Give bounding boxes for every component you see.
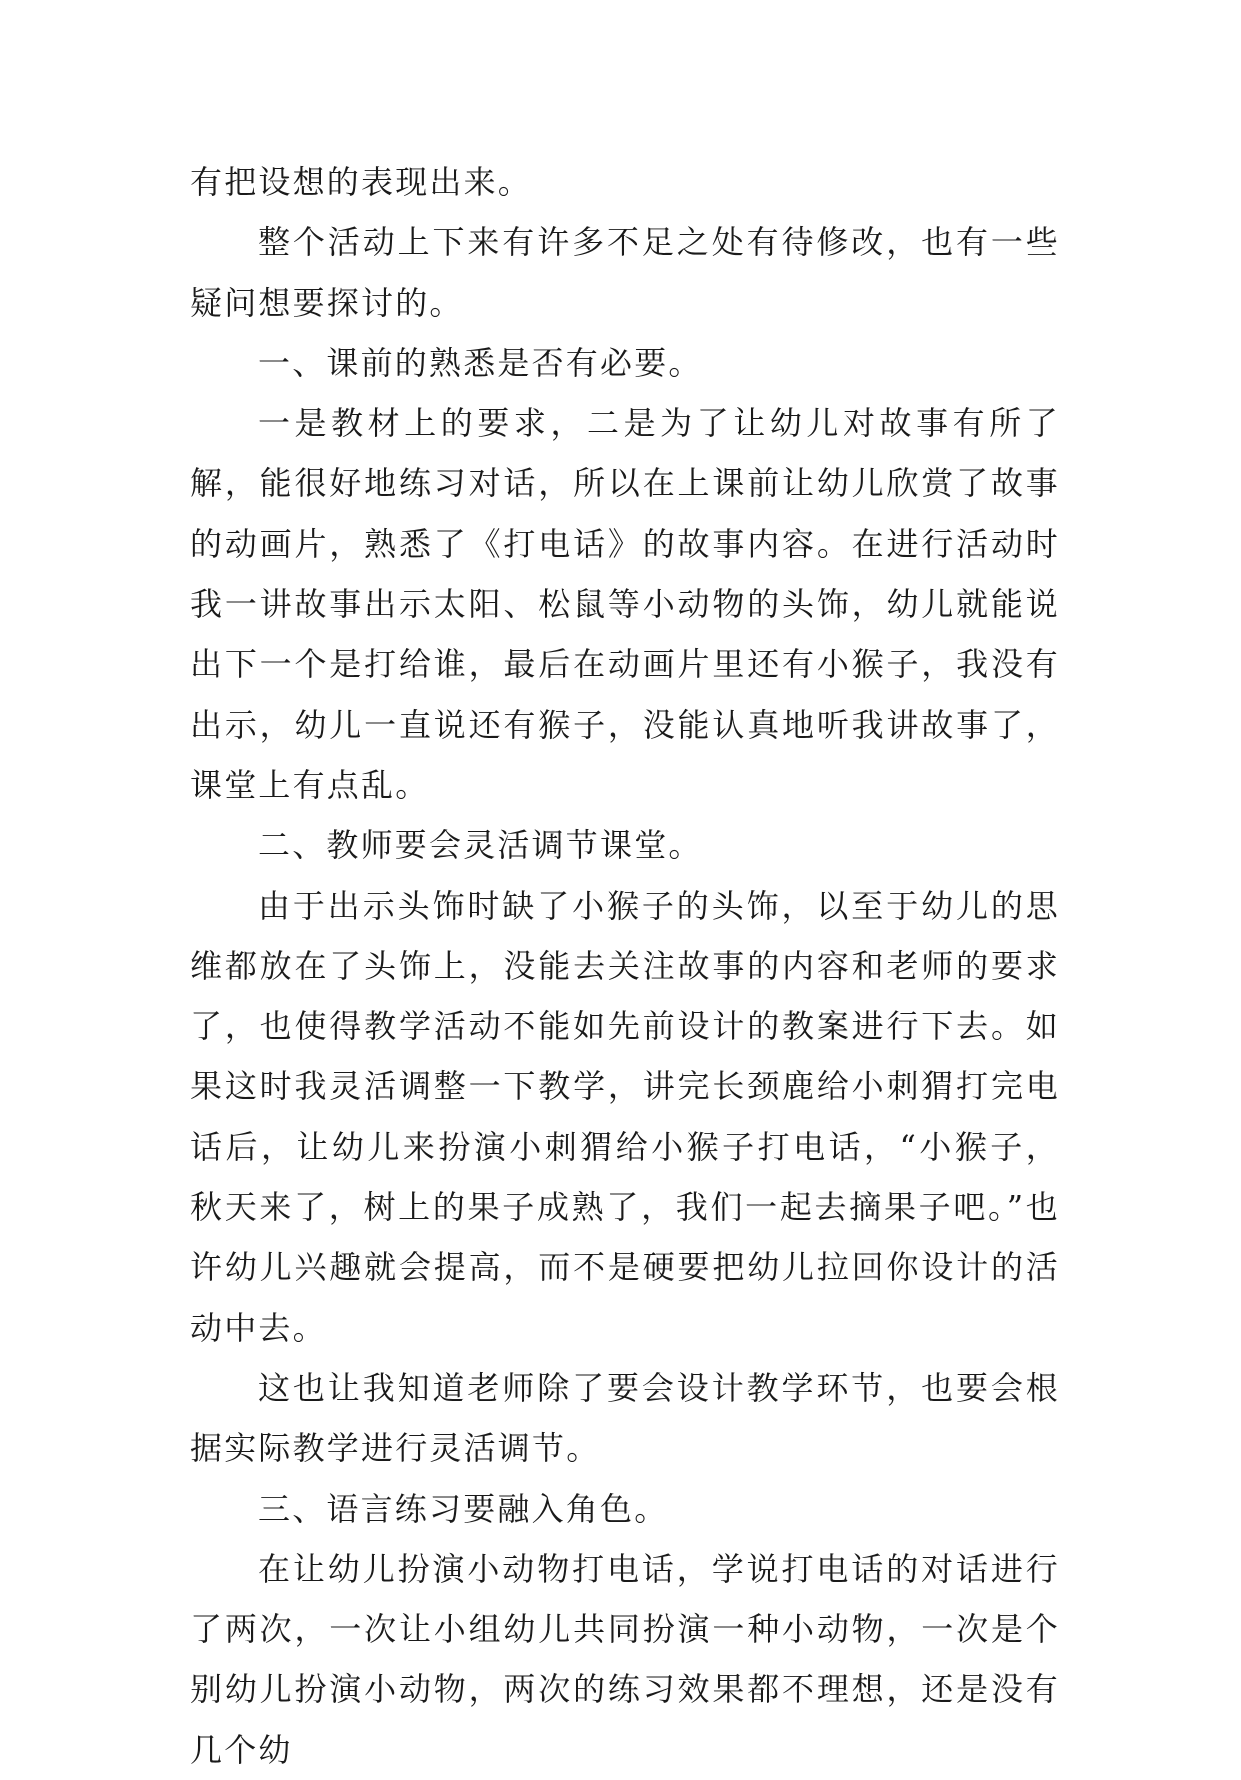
document-body	[190, 152, 1060, 1780]
paragraph: 一是教材上的要求，二是为了让幼儿对故事有所了解，能很好地练习对话，所以在上课前让幼儿欣赏了故事的动画片，熟悉了《打电话》的故事内容。在进行活动时我一讲故事出示太阳、松鼠等小动物的头饰，幼儿就能说出下一个是打给谁，最后在动画片里还有小猴子，我没有出示，幼儿一直说还有猴子，没能认真地听我讲故事了，课堂上有点乱。	[190, 404, 1060, 804]
paragraph: 在让幼儿扮演小动物打电话，学说打电话的对话进行了两次，一次让小组幼儿共同扮演一种小动物，一次是个别幼儿扮演小动物，两次的练习效果都不理想，还是没有几个幼	[190, 1549, 1060, 1769]
paragraph: 由于出示头饰时缺了小猴子的头饰，以至于幼儿的思维都放在了头饰上，没能去关注故事的内容和老师的要求了，也使得教学活动不能如先前设计的教案进行下去。如果这时我灵活调整一下教学，讲完长颈鹿给小刺猬打完电话后，让幼儿来扮演小刺猬给小猴子打电话，“小猴子，秋天来了，树上的果子成熟了，我们一起去摘果子吧。”也许幼儿兴趣就会提高，而不是硬要把幼儿拉回你设计的活动中去。	[190, 886, 1060, 1347]
section-heading: 三、语言练习要融入角色。	[258, 1489, 669, 1528]
section-heading: 一、课前的熟悉是否有必要。	[258, 343, 703, 382]
paragraph: 这也让我知道老师除了要会设计教学环节，也要会根据实际教学进行灵活调节。	[190, 1368, 1060, 1468]
paragraph: 有把设想的表现出来。	[190, 163, 533, 201]
paragraph: 整个活动上下来有许多不足之处有待修改，也有一些疑问想要探讨的。	[190, 223, 1060, 322]
section-heading: 二、教师要会灵活调节课堂。	[258, 826, 703, 865]
